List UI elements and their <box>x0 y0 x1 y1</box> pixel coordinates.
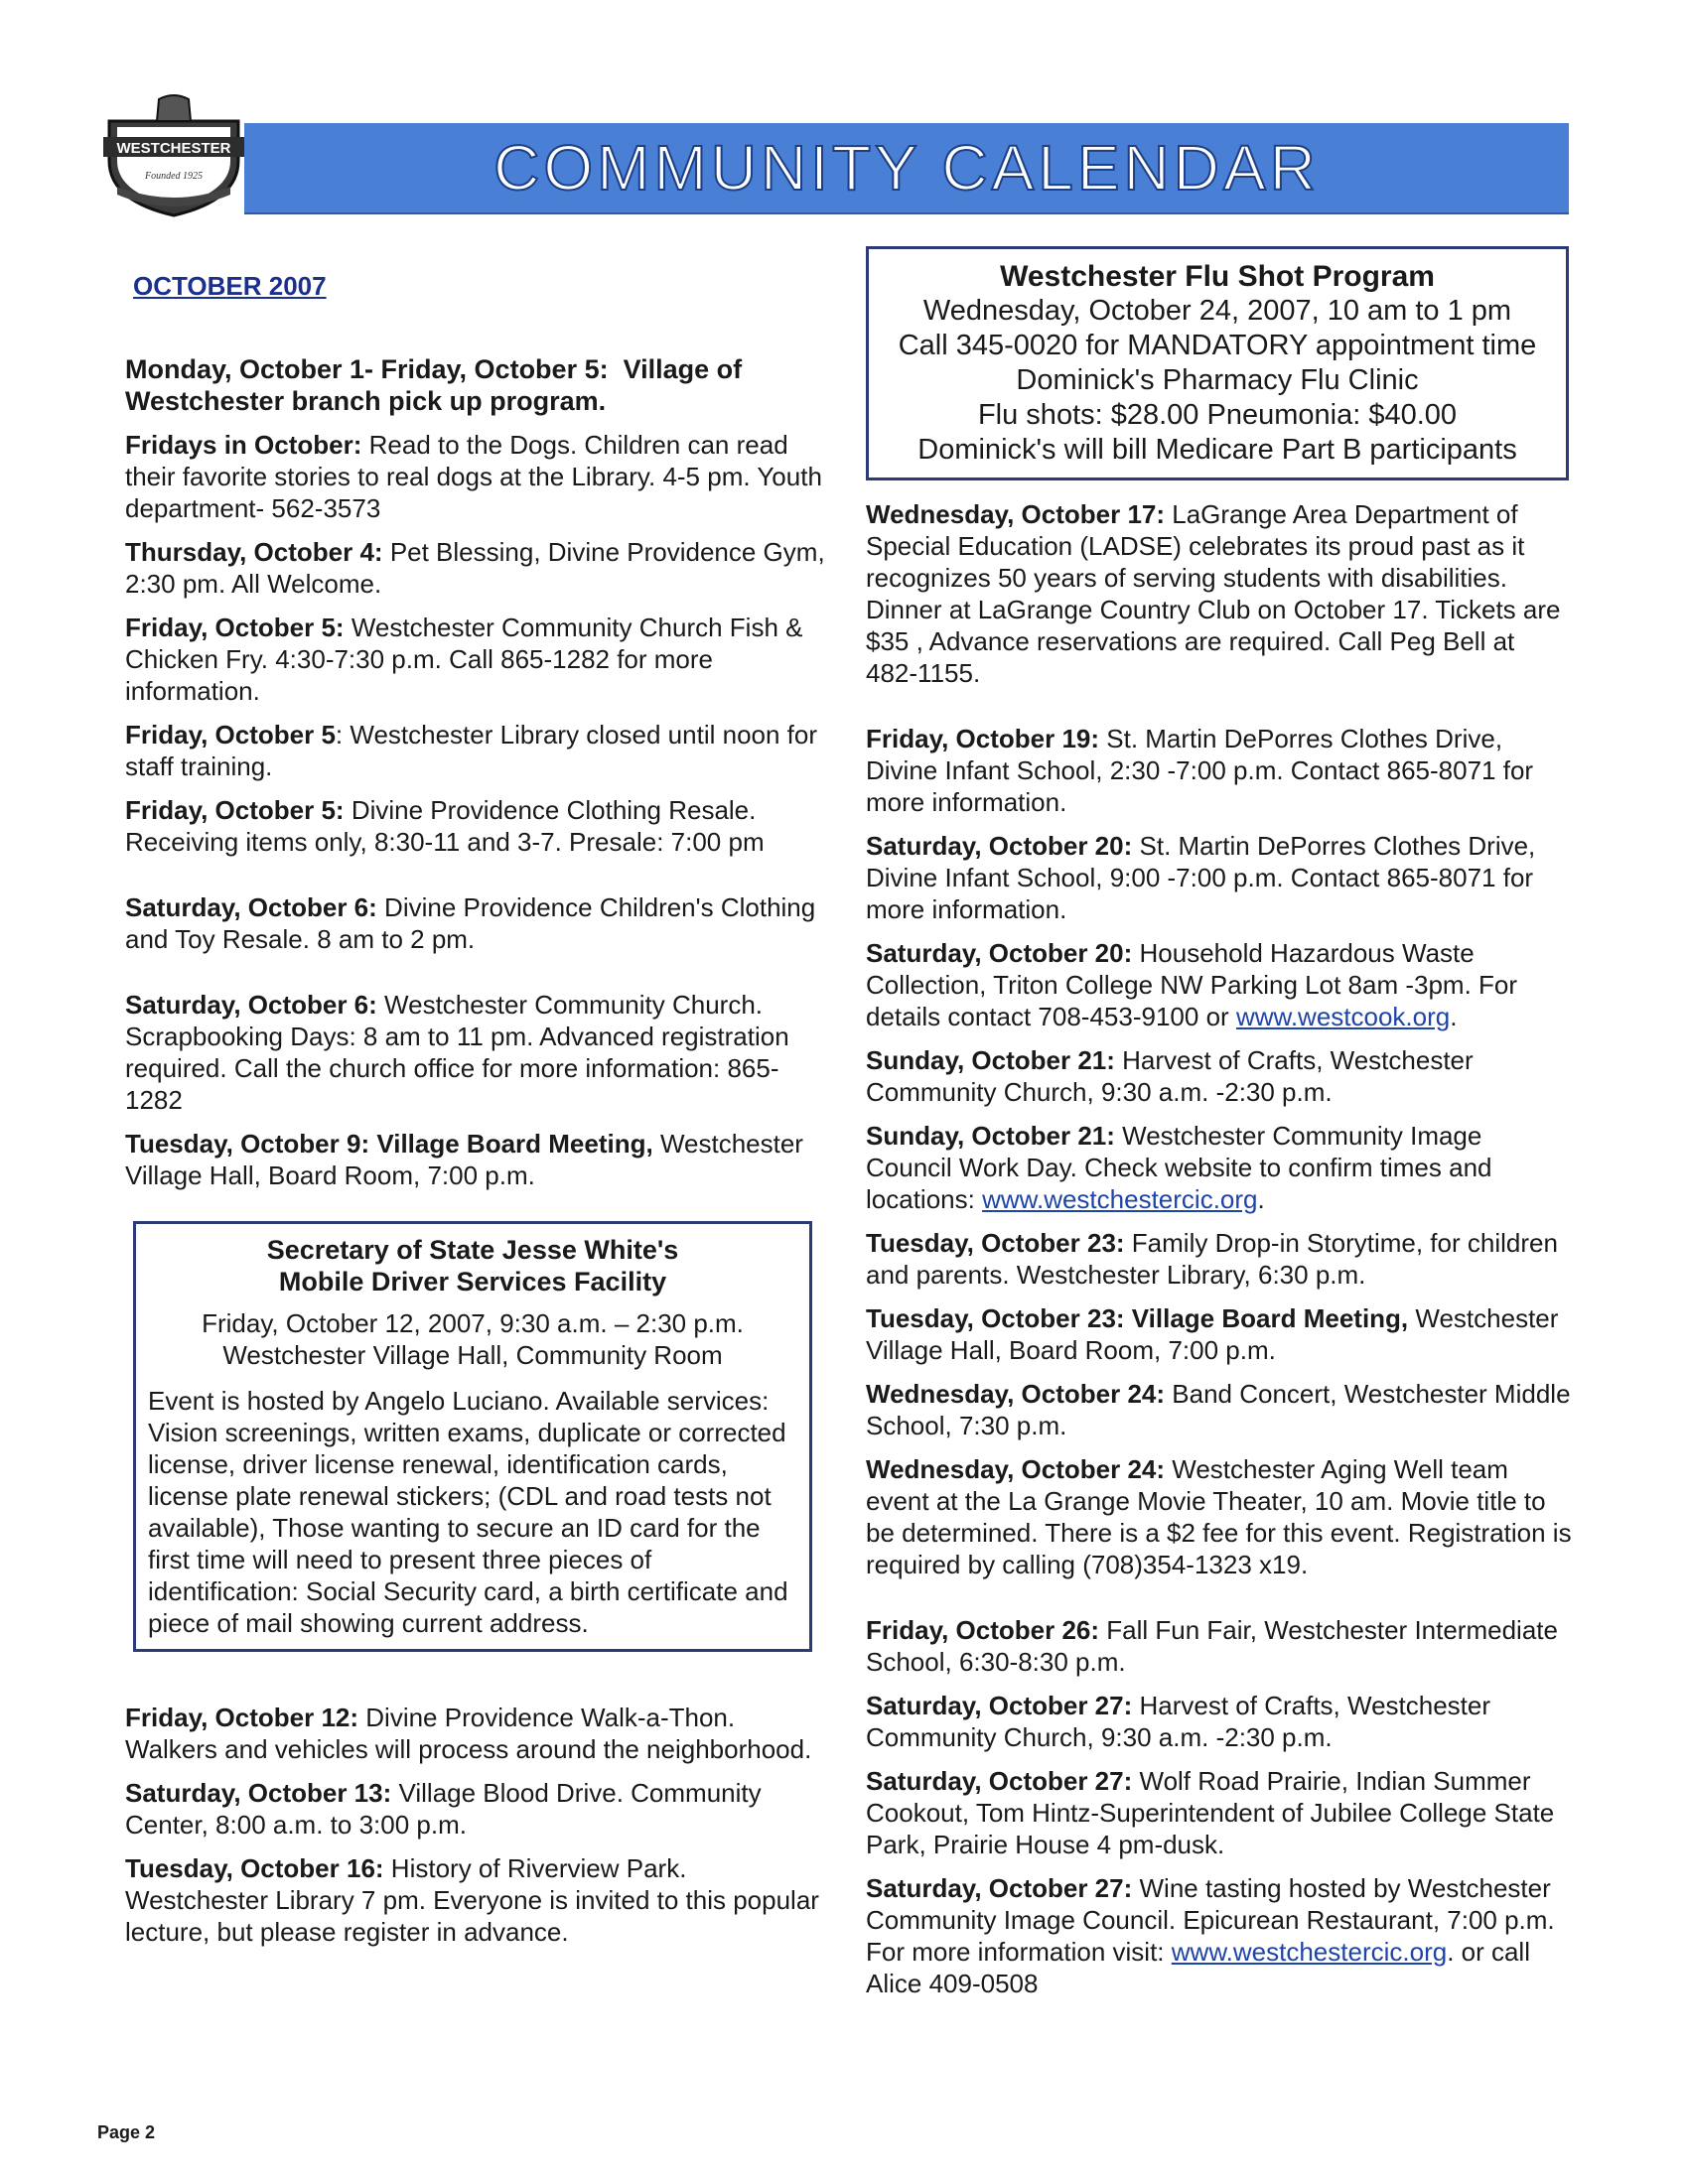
event-blood-drive: Saturday, October 13: Village Blood Drive. Community Center, 8:00 a.m. to 3:00 p.m. <box>125 1778 762 1840</box>
event-clothes-drive-oct19: Friday, October 19: St. Martin DePorres Clothes Drive, Divine Infant School, 2:30 -7:00 p.m. Contact 865-8071 for more information. <box>866 724 1534 817</box>
event-ladse: Wednesday, October 17: LaGrange Area Department of Special Education (LADSE) celebrates its proud past as it recognizes 50 years of serving students with disabilities. Dinner at LaGrange Country Club on October 17. Tickets are $35 , Advance reservations are required. Call Peg Bell at 482-1155. <box>866 499 1561 688</box>
page-title: COMMUNITY CALENDAR <box>493 132 1320 204</box>
event-scrapbooking: Saturday, October 6: Westchester Community Church. Scrapbooking Days: 8 am to 11 pm. Advanced registration required. Call the church office for more information: 865-1282 <box>125 990 789 1115</box>
flu-line: Call 345-0020 for MANDATORY appointment time <box>898 330 1537 361</box>
event-harvest-crafts-oct27: Saturday, October 27: Harvest of Crafts, Westchester Community Church, 9:30 a.m. -2:30 p.m. <box>866 1691 1491 1752</box>
sos-when: Friday, October 12, 2007, 9:30 a.m. – 2:30 p.m. <box>202 1308 744 1338</box>
right-column <box>866 246 1573 2011</box>
month-heading: OCTOBER 2007 <box>133 271 327 301</box>
event-board-meeting-oct23: Tuesday, October 23: Village Board Meeting, Westchester Village Hall, Board Room, 7:00 p.m. <box>866 1303 1559 1365</box>
westchestercic-link[interactable]: www.westchestercic.org <box>982 1184 1258 1214</box>
westchester-logo <box>99 91 248 220</box>
sos-title-2: Mobile Driver Services Facility <box>278 1267 667 1297</box>
event-storytime: Tuesday, October 23: Family Drop-in Storytime, for children and parents. Westchester Library, 6:30 p.m. <box>866 1228 1558 1290</box>
event-fish-fry: Friday, October 5: Westchester Community Church Fish & Chicken Fry. 4:30-7:30 p.m. Call 865-1282 for more information. <box>125 613 803 706</box>
westcook-link[interactable]: www.westcook.org <box>1235 1002 1451 1031</box>
sos-driver-services-box <box>133 1221 812 1652</box>
event-clothing-resale: Friday, October 5: Divine Providence Clothing Resale. Receiving items only, 8:30-11 and 3-7. Presale: 7:00 pm <box>125 795 765 857</box>
sos-body: Event is hosted by Angelo Luciano. Available services: Vision screenings, written exams, duplicate or corrected license, driver license renewal, identification cards, license plate renewal stickers; (CDL and road tests not available), Those wanting to secure an ID card for the first time will need to present three pieces of identification: Social Security card, a birth certificate and piece of mail showing current address. <box>148 1386 788 1638</box>
flu-shot-box <box>866 246 1569 480</box>
page-number: Page 2 <box>97 2122 156 2142</box>
event-pet-blessing: Thursday, October 4: Pet Blessing, Divine Providence Gym, 2:30 pm. All Welcome. <box>125 537 825 599</box>
flu-line: Dominick's Pharmacy Flu Clinic <box>1016 364 1419 396</box>
event-aging-well: Wednesday, October 24: Westchester Aging Well team event at the La Grange Movie Theater, 10 am. Movie title to be determined. There is a $2 fee for this event. Registration is required by calling (708)354-1323 x19. <box>866 1454 1572 1579</box>
event-harvest-crafts-oct21: Sunday, October 21: Harvest of Crafts, Westchester Community Church, 9:30 a.m. -2:30 p.m. <box>866 1045 1474 1107</box>
sos-title-1: Secretary of State Jesse White's <box>266 1235 679 1265</box>
left-column <box>125 270 832 1960</box>
flu-line: Dominick's will bill Medicare Part B participants <box>917 434 1517 466</box>
westchestercic-link[interactable]: www.westchestercic.org <box>1171 1937 1448 1967</box>
svg-text:Founded 1925: Founded 1925 <box>144 171 204 182</box>
event-fall-fun-fair: Friday, October 26: Fall Fun Fair, Westchester Intermediate School, 6:30-8:30 p.m. <box>866 1615 1558 1677</box>
flu-line: Flu shots: $28.00 Pneumonia: $40.00 <box>977 399 1458 431</box>
sos-where: Westchester Village Hall, Community Room <box>222 1340 723 1370</box>
event-toy-resale: Saturday, October 6: Divine Providence Children's Clothing and Toy Resale. 8 am to 2 pm. <box>125 892 816 954</box>
event-cic-work-day: Sunday, October 21: Westchester Community Image Council Work Day. Check website to confirm times and locations: www.westchestercic.org. <box>866 1121 1492 1214</box>
svg-text:WESTCHESTER: WESTCHESTER <box>116 140 231 157</box>
event-riverview-history: Tuesday, October 16: History of Riverview Park. Westchester Library 7 pm. Everyone is invited to this popular lecture, but please register in advance. <box>125 1853 819 1947</box>
event-wine-tasting: Saturday, October 27: Wine tasting hosted by Westchester Community Image Council. Epicurean Restaurant, 7:00 p.m. For more information visit: www.westchestercic.org. or call Alice 409-0508 <box>866 1873 1555 1998</box>
event-read-to-dogs: Fridays in October: Read to the Dogs. Children can read their favorite stories to real dogs at the Library. 4-5 pm. Youth department- 562-3573 <box>125 430 822 523</box>
event-branch-pickup: Monday, October 1- Friday, October 5: Village of Westchester branch pick up program. <box>125 354 743 416</box>
flu-title: Westchester Flu Shot Program <box>1000 260 1435 293</box>
event-clothes-drive-oct20: Saturday, October 20: St. Martin DePorres Clothes Drive, Divine Infant School, 9:00 -7:00 p.m. Contact 865-8071 for more information. <box>866 831 1536 924</box>
event-band-concert: Wednesday, October 24: Band Concert, Westchester Middle School, 7:30 p.m. <box>866 1379 1571 1440</box>
event-prairie-cookout: Saturday, October 27: Wolf Road Prairie, Indian Summer Cookout, Tom Hintz-Superintendent of Jubilee College State Park, Prairie House 4 pm-dusk. <box>866 1766 1555 1859</box>
event-hazardous-waste: Saturday, October 20: Household Hazardous Waste Collection, Triton College NW Parking Lot 8am -3pm. For details contact 708-453-9100 or www.westcook.org. <box>866 938 1518 1031</box>
event-board-meeting-oct9: Tuesday, October 9: Village Board Meeting, Westchester Village Hall, Board Room, 7:00 p.m. <box>125 1129 803 1190</box>
flu-line: Wednesday, October 24, 2007, 10 am to 1 pm <box>922 295 1512 327</box>
event-library-closed: Friday, October 5: Westchester Library closed until noon for staff training. <box>125 720 818 781</box>
calendar-banner <box>244 123 1569 214</box>
event-walk-a-thon: Friday, October 12: Divine Providence Walk-a-Thon. Walkers and vehicles will process around the neighborhood. <box>125 1703 812 1764</box>
